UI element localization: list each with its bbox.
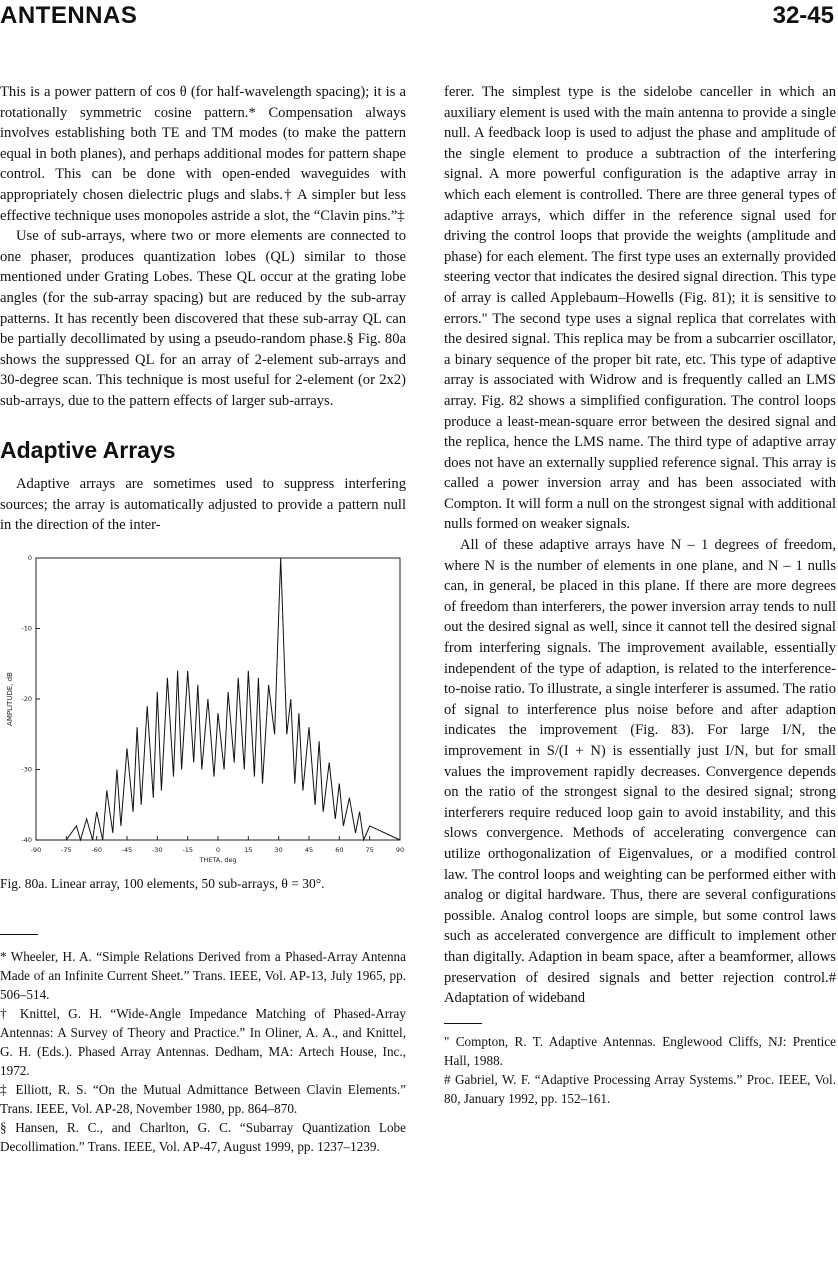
x-tick-label: -45 — [121, 845, 133, 854]
paragraph: Use of sub-arrays, where two or more elements are connected to one phaser, produces quantization lobes (QL) similar to those mentioned under Grating Lobes. These QL occur at the grating lobe angles (for the sub-array spacing) but are reduced by the sub-array patterns. It has recently been discovered that these sub-array QL can be partially decollimated by using a pseudo-random phase.§ Fig. 80a shows the suppressed QL for an array of 2-element sub-arrays and 30-degree scan. This technique is most useful for 2-element (or 2x2) sub-arrays, due to the pattern effects of larger sub-arrays. — [0, 228, 406, 409]
x-tick-label: 30 — [274, 845, 283, 854]
x-tick-label: 60 — [335, 845, 344, 854]
x-tick-label: -90 — [30, 845, 42, 854]
running-head: ANTENNAS — [0, 2, 138, 29]
footnote-mark: ‡ — [0, 1082, 10, 1098]
footnote-mark: " — [444, 1033, 450, 1049]
paragraph: This is a power pattern of cos θ (for half-wavelength spacing); it is a rotationally symmetric cosine pattern.* Compensation always involves establishing both TE and TM modes (to make the pattern equal in both planes), and perhaps additional modes for pattern shape control. This can be done with open-ended waveguides with appropriately chosen dielectric plugs and slabs.† A simpler but less effective technique uses monopoles astride a slot, the “Clavin pins.”‡ — [0, 84, 406, 224]
x-tick-label: -15 — [182, 845, 193, 854]
footnote-mark: § — [0, 1120, 7, 1136]
pattern-chart — [0, 550, 406, 868]
x-tick-label: 75 — [365, 845, 374, 854]
x-tick-label: -60 — [91, 845, 102, 854]
footnote-text: Compton, R. T. Adaptive Antennas. Englewood Cliffs, NJ: Prentice Hall, 1988. — [444, 1033, 837, 1068]
footnote — [444, 1032, 836, 1070]
footnote-mark: * — [0, 949, 7, 965]
x-tick-label: 90 — [395, 845, 405, 854]
y-tick-label: 0 — [27, 553, 32, 562]
paragraph: ferer. The simplest type is the sidelobe canceller in which an auxiliary element is used with the main antenna to provide a single null. A feedback loop is used to adjust the phase and amplitude of the single element to produce a subtraction of the interfering signal. A more powerful configuration is the adaptive array in which each element is controlled. There are three general types of adaptive arrays, which differ in the reference signal used for driving the control loops that provide the weights (amplitude and phase) for each element. The first type uses an externally provided steering vector that indicates the desired signal direction. This type of array is called Applebaum–Howells (Fig. 81); it is sensitive to errors." The second type uses a signal replica that correlates with the desired signal. This replica may be from a subcarrier oscillator, a binary sequence of the proper bit rate, etc. This type of adaptive array is associated with Widrow and is frequently called an LMS array. Fig. 82 shows a simplified configuration. The control loops produce a least-mean-square error between the desired signal and the replica, hence the LMS name. The third type of adaptive array does not have an externally supplied reference signal. This array is called a power inversion array and has been associated with Compton. It will form a null on the strongest signal with additional nulls formed on weaker signals. — [444, 84, 836, 533]
footnote-text: Wheeler, H. A. “Simple Relations Derived from a Phased-Array Antenna Made of an Infinite Current Sheet.” Trans. IEEE, Vol. AP-13, July 1965, pp. 506–514. — [0, 949, 406, 1003]
figure-caption: Fig. 80a. Linear array, 100 elements, 50 sub-arrays, θ = 30°. — [0, 875, 325, 891]
x-tick-label: 45 — [304, 845, 314, 854]
footnote — [0, 1004, 406, 1080]
section-title: Adaptive Arrays — [0, 436, 176, 463]
page-header — [0, 0, 838, 40]
plot-frame — [36, 558, 400, 840]
footnote-text: Knittel, G. H. “Wide-Angle Impedance Matching of Phased-Array Antennas: A Survey of Theory and Practice.” In Oliner, A. A., and Knittel, G. H. (Eds.). Phased Array Antennas. Dedham, MA: Artech House, Inc., 1972. — [0, 1006, 407, 1079]
x-tick-label: 0 — [215, 845, 221, 854]
footnote-rule — [0, 934, 38, 935]
footnote-text: Hansen, R. C., and Charlton, G. C. “Subarray Quantization Lobe Decollimation.” Trans. IEEE, Vol. AP-47, August 1999, pp. 1237–1239. — [0, 1120, 406, 1155]
page-number: 32-45 — [772, 2, 834, 29]
footnote-mark: † — [0, 1006, 12, 1022]
footnote-rule — [444, 1023, 482, 1024]
footnote-mark: # — [444, 1071, 451, 1087]
y-tick-label: -10 — [21, 624, 32, 633]
footnote — [0, 1080, 406, 1118]
right-column — [444, 82, 836, 1108]
paragraph: Adaptive arrays are sometimes used to suppress interfering sources; the array is automatically adjusted to provide a pattern null in the direction of the inter- — [0, 476, 406, 534]
x-tick-label: -75 — [61, 845, 72, 854]
y-axis-label: AMPLITUDE, dB — [6, 671, 14, 726]
y-tick-label: -40 — [21, 835, 32, 844]
x-tick-label: 15 — [244, 845, 253, 854]
y-tick-label: -20 — [21, 694, 32, 703]
footnote — [0, 947, 406, 1004]
y-tick-label: -30 — [21, 765, 32, 774]
figure-80a — [0, 550, 406, 868]
footnote-text: Gabriel, W. F. “Adaptive Processing Array Systems.” Proc. IEEE, Vol. 80, January 1992, pp. 152–161. — [444, 1071, 836, 1106]
footnote — [444, 1070, 836, 1108]
paragraph: All of these adaptive arrays have N – 1 degrees of freedom, where N is the number of elements in one plane, and N – 1 nulls can, in general, be placed in this plane. If there are more degrees of freedom than interferers, the power inversion array tends to null out the desired signal as well, since it cannot tell the desired signal from interfering signals. The improvement available, essentially independent of the type of adaption, is related to the interference-to-noise ratio. To illustrate, a single interferer is assumed. The ratio of signal to interference plus noise before and after adaption indicates the improvement (Fig. 83). For large I/N, the improvement in S/(I + N) is essentially just I/N, but for small values the improvement rapidly decreases. Convergence depends on the ratio of the strongest signal to the desired signal; strong interferers require reduced loop gain to avoid instability, and this slows convergence. Methods of accelerating convergence can utilize orthogonalization of Eigenvalues, or a modified control law. The control loops and weighting can be performed either with analog or digital hardware. Thus, there are several configurations possible. Analog control loops are simple, but some control laws such as accelerated convergence are difficult to implement other than digitally. Adaption in beam space, after a beamformer, allows preservation of desired signals and better rejection control.# Adaptation of wideband — [444, 537, 836, 1007]
left-column — [0, 82, 406, 1156]
x-tick-label: -30 — [152, 845, 163, 854]
footnote-text: Elliott, R. S. “On the Mutual Admittance Between Clavin Elements.” Trans. IEEE, Vol. AP-28, November 1980, pp. 864–870. — [0, 1082, 407, 1117]
series-line — [36, 558, 400, 840]
x-axis-label: THETA, deg — [199, 855, 237, 864]
footnote — [0, 1118, 406, 1156]
